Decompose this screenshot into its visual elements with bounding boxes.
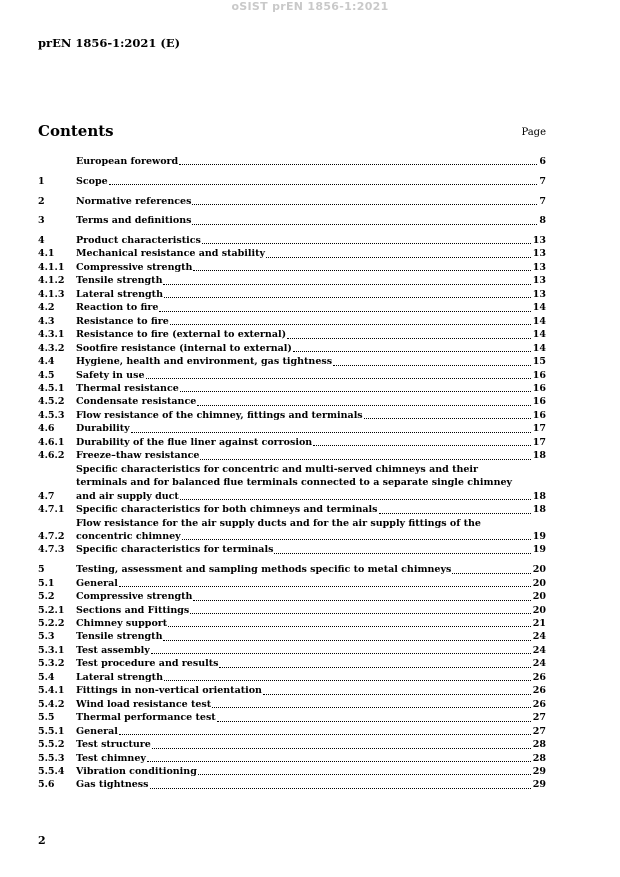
toc-entry-title: Compressive strength [76,261,193,273]
toc-entry-title: Test assembly [76,644,150,656]
dot-leader [168,626,531,627]
dot-leader [170,324,531,325]
toc-entry-number: 4.7.2 [38,530,65,542]
toc-entry[interactable] [38,234,546,247]
toc-entry[interactable] [38,315,546,328]
toc-entry-title: Scope [76,175,108,187]
toc-entry-page: 24 [532,631,546,643]
dot-leader [266,257,531,258]
toc-entry-number: 4.5.2 [38,396,65,408]
toc-entry-title-line: Flow resistance for the air supply ducts and for the air supply fittings of the [76,517,481,529]
toc-entry[interactable] [38,155,546,168]
toc-entry-title: Wind load resistance test [76,698,212,710]
dot-leader [217,721,531,722]
toc-entry[interactable] [38,369,546,382]
dot-leader [164,297,531,298]
toc-entry-title: Sootfire resistance (internal to external) [76,342,292,354]
page-number: 2 [38,834,46,847]
toc-entry-number: 4.3 [38,315,55,327]
dot-leader [333,365,531,366]
toc-entry[interactable] [38,342,546,355]
toc-entry-page: 21 [532,617,546,629]
toc-entry-number: 4.1 [38,248,55,260]
dot-leader [202,243,531,244]
toc-entry-page: 18 [532,504,546,516]
toc-entry-number: 4.3.1 [38,329,65,341]
toc-entry-page: 16 [532,396,546,408]
toc-entry-page: 19 [532,544,546,556]
toc-entry-number: 3 [38,215,45,227]
toc-entry-number: 4.2 [38,302,55,314]
toc-entry-number: 5.4.2 [38,698,65,710]
toc-entry-page: 16 [532,369,546,381]
toc-entry-title: Test procedure and results [76,658,219,670]
dot-leader [192,224,537,225]
dot-leader [452,573,530,574]
toc-entry-title: European foreword [76,156,179,167]
dot-leader [293,351,531,352]
toc-entry-page: 13 [532,235,546,246]
toc-entry-page: 20 [532,604,546,616]
toc-entry-number: 4.6.2 [38,450,65,462]
toc-entry-number: 4.7.1 [38,504,65,516]
toc-entry-page: 19 [532,530,546,542]
toc-entry-title: Terms and definitions [76,215,192,227]
toc-entry[interactable] [38,604,546,617]
toc-entry-page: 27 [532,725,546,737]
toc-entry-title: General [76,577,118,589]
toc-entry-number: 4.6.1 [38,436,65,448]
toc-entry-title: Flow resistance of the chimney, fittings and terminals [76,409,363,421]
toc-entry[interactable] [38,195,546,208]
dot-leader [198,774,531,775]
toc-entry-page: 20 [532,577,546,589]
dot-leader [197,405,530,406]
toc-entry-page: 26 [532,671,546,683]
dot-leader [164,680,531,681]
dot-leader [109,184,538,185]
dot-leader [263,694,531,695]
toc-entry-page: 16 [532,382,546,394]
toc-entry-page: 24 [532,644,546,656]
toc-entry-title: Resistance to fire [76,315,169,327]
toc-entry-number: 5.2 [38,591,55,603]
toc-entry-number: 5.3.2 [38,658,65,670]
toc-entry-page: 29 [532,765,546,777]
toc-entry-number: 4.1.3 [38,288,65,300]
toc-entry-title-line: terminals and for balanced flue terminals connected to a separate single chimney [76,477,513,489]
toc-entry-number: 5.5.4 [38,765,65,777]
toc-entry-title: Vibration conditioning [76,765,197,777]
toc-entry-number: 4 [38,235,45,246]
toc-entry[interactable] [38,422,546,435]
toc-entry-page: 20 [532,591,546,603]
toc-entry-number: 5.1 [38,577,55,589]
toc-entry-number: 5.3 [38,631,55,643]
toc-entry-title: Gas tightness [76,779,149,791]
toc-entry[interactable] [38,630,546,643]
toc-entry-page: 13 [532,275,546,287]
toc-entry-page: 29 [532,779,546,791]
dot-leader [119,586,531,587]
page-column-label: Page [521,127,546,138]
toc-entry[interactable] [38,765,546,778]
toc-entry-page: 28 [532,739,546,751]
toc-entry-number: 5.6 [38,779,55,791]
toc-entry-title: Sections and Fittings [76,604,190,616]
toc-entry-page: 14 [532,329,546,341]
toc-entry[interactable] [38,261,546,274]
toc-entry-title: Specific characteristics for terminals [76,544,274,556]
toc-entry-page: 13 [532,261,546,273]
toc-entry-title: Thermal resistance [76,382,179,394]
toc-entry-title: Freeze–thaw resistance [76,450,200,462]
toc-entry-number: 5.5.3 [38,752,65,764]
toc-entry-number: 5.2.1 [38,604,65,616]
dot-leader [219,667,530,668]
toc-entry[interactable] [38,409,546,422]
toc-entry-title: Resistance to fire (external to external) [76,329,287,341]
toc-entry[interactable] [38,214,546,227]
toc-entry[interactable] [38,382,546,395]
dot-leader [364,418,531,419]
toc-entry-page: 17 [532,423,546,435]
dot-leader [193,270,530,271]
toc-entry[interactable] [38,738,546,751]
toc-entry[interactable] [38,449,546,462]
toc-entry-number: 5.5.1 [38,725,65,737]
toc-entry-title: Reaction to fire [76,302,159,314]
toc-entry[interactable] [38,778,546,791]
toc-entry-title: Safety in use [76,369,145,381]
toc-entry-page: 14 [532,302,546,314]
dot-leader [159,311,530,312]
toc-entry-number: 5 [38,564,45,576]
dot-leader [182,539,531,540]
toc-entry-number: 1 [38,175,45,187]
watermark: oSIST prEN 1856-1:2021 [231,0,389,13]
toc-entry[interactable] [38,617,546,630]
toc-entry-title: Lateral strength [76,288,163,300]
toc-entry-number: 4.5.3 [38,409,65,421]
toc-entry-number: 5.4.1 [38,685,65,697]
dot-leader [212,707,531,708]
toc-entry-title: Lateral strength [76,671,163,683]
toc-entry[interactable] [38,436,546,449]
toc-entry-page: 15 [532,356,546,368]
toc-entry-page: 14 [532,342,546,354]
dot-leader [147,761,531,762]
toc-entry-page: 14 [532,315,546,327]
toc-entry-page: 13 [532,248,546,260]
dot-leader [192,204,537,205]
dot-leader [190,613,531,614]
toc-entry[interactable] [38,563,546,576]
dot-leader [200,459,530,460]
dot-leader [274,553,530,554]
toc-entry-number: 4.1.2 [38,275,65,287]
toc-entry-title: Tensile strength [76,631,163,643]
toc-entry-page: 20 [532,564,546,576]
toc-entry-title: Mechanical resistance and stability [76,248,266,260]
toc-entry-title: Tensile strength [76,275,163,287]
toc-entry[interactable] [38,175,546,188]
toc-entry-title: Normative references [76,195,192,207]
toc-entry[interactable] [38,644,546,657]
dot-leader [119,734,531,735]
dot-leader [287,338,531,339]
toc-entry-title: General [76,725,118,737]
toc-entry[interactable] [38,274,546,287]
dot-leader [313,445,531,446]
toc-entry-page: 28 [532,752,546,764]
toc-entry-page: 6 [539,156,546,167]
dot-leader [151,653,531,654]
toc-entry[interactable] [38,752,546,765]
toc-entry[interactable] [38,328,546,341]
toc-entry-number: 4.7.3 [38,544,65,556]
dot-leader [180,391,531,392]
toc-entry[interactable] [38,590,546,603]
toc-entry-title: Durability of the flue liner against corrosion [76,436,313,448]
dot-leader [163,284,530,285]
toc-entry-number: 4.5 [38,369,55,381]
toc-entry[interactable] [38,463,546,503]
toc-entry-number: 5.3.1 [38,644,65,656]
toc-entry-page: 26 [532,698,546,710]
toc-entry-page: 18 [532,450,546,462]
toc-entry[interactable] [38,543,546,556]
dot-leader [180,499,531,500]
toc-entry-title: Compressive strength [76,591,193,603]
toc-entry[interactable] [38,657,546,670]
toc-entry-number: 5.5 [38,712,55,724]
toc-entry[interactable] [38,301,546,314]
toc-entry[interactable] [38,247,546,260]
toc-entry-title: Specific characteristics for both chimneys and terminals [76,504,378,516]
toc-entry[interactable] [38,355,546,368]
toc-entry-page: 24 [532,658,546,670]
toc-entry-page: 7 [539,195,546,207]
toc-entry-page: 7 [539,175,546,187]
toc-entry-title: Condensate resistance [76,396,197,408]
toc-entry-title: Durability [76,423,130,435]
dot-leader [193,600,530,601]
toc-entry-title: and air supply duct [76,490,179,502]
toc-entry[interactable] [38,671,546,684]
toc-entry-number: 2 [38,195,45,207]
toc-entry-number: 4.6 [38,423,55,435]
toc-entry[interactable] [38,517,546,544]
toc-entry-page: 17 [532,436,546,448]
dot-leader [179,164,537,165]
toc-entry-title: Product characteristics [76,235,201,246]
toc-entry-number: 4.7 [38,490,55,502]
toc-entry-page: 26 [532,685,546,697]
document-id: prEN 1856-1:2021 (E) [38,36,181,50]
dot-leader [152,748,531,749]
toc-entry-title: Testing, assessment and sampling methods specific to metal chimneys [76,564,452,576]
toc-entry-page: 8 [539,215,546,227]
toc-entry-title: Fittings in non-vertical orientation [76,685,262,697]
toc-entry[interactable] [38,725,546,738]
dot-leader [150,788,531,789]
toc-entry[interactable] [38,577,546,590]
toc-entry-page: 13 [532,288,546,300]
toc-entry-title: Test chimney [76,752,146,764]
dot-leader [131,432,531,433]
dot-leader [163,640,530,641]
dot-leader [379,513,531,514]
toc-entry-number: 5.5.2 [38,739,65,751]
toc-entry-number: 4.1.1 [38,261,65,273]
toc-entry-number: 5.2.2 [38,617,65,629]
toc-entry-title: Thermal performance test [76,712,216,724]
toc-entry-number: 4.3.2 [38,342,65,354]
toc-entry-title: concentric chimney [76,530,181,542]
toc-entry[interactable] [38,684,546,697]
toc-entry-title: Chimney support [76,617,168,629]
toc-entry-number: 5.4 [38,671,55,683]
toc-entry-page: 18 [532,490,546,502]
toc-entry-title: Test structure [76,739,151,751]
toc-entry[interactable] [38,288,546,301]
toc-entry-page: 27 [532,712,546,724]
toc-entry-number: 4.4 [38,356,55,368]
toc-entry[interactable] [38,395,546,408]
contents-title: Contents [38,122,114,140]
dot-leader [146,378,531,379]
table-of-contents [38,155,546,792]
toc-entry-page: 16 [532,409,546,421]
toc-entry[interactable] [38,503,546,516]
toc-entry[interactable] [38,698,546,711]
toc-entry-title-line: Specific characteristics for concentric and multi-served chimneys and their [76,463,479,475]
toc-entry-number: 4.5.1 [38,382,65,394]
toc-entry[interactable] [38,711,546,724]
toc-entry-title: Hygiene, health and environment, gas tightness [76,356,333,368]
